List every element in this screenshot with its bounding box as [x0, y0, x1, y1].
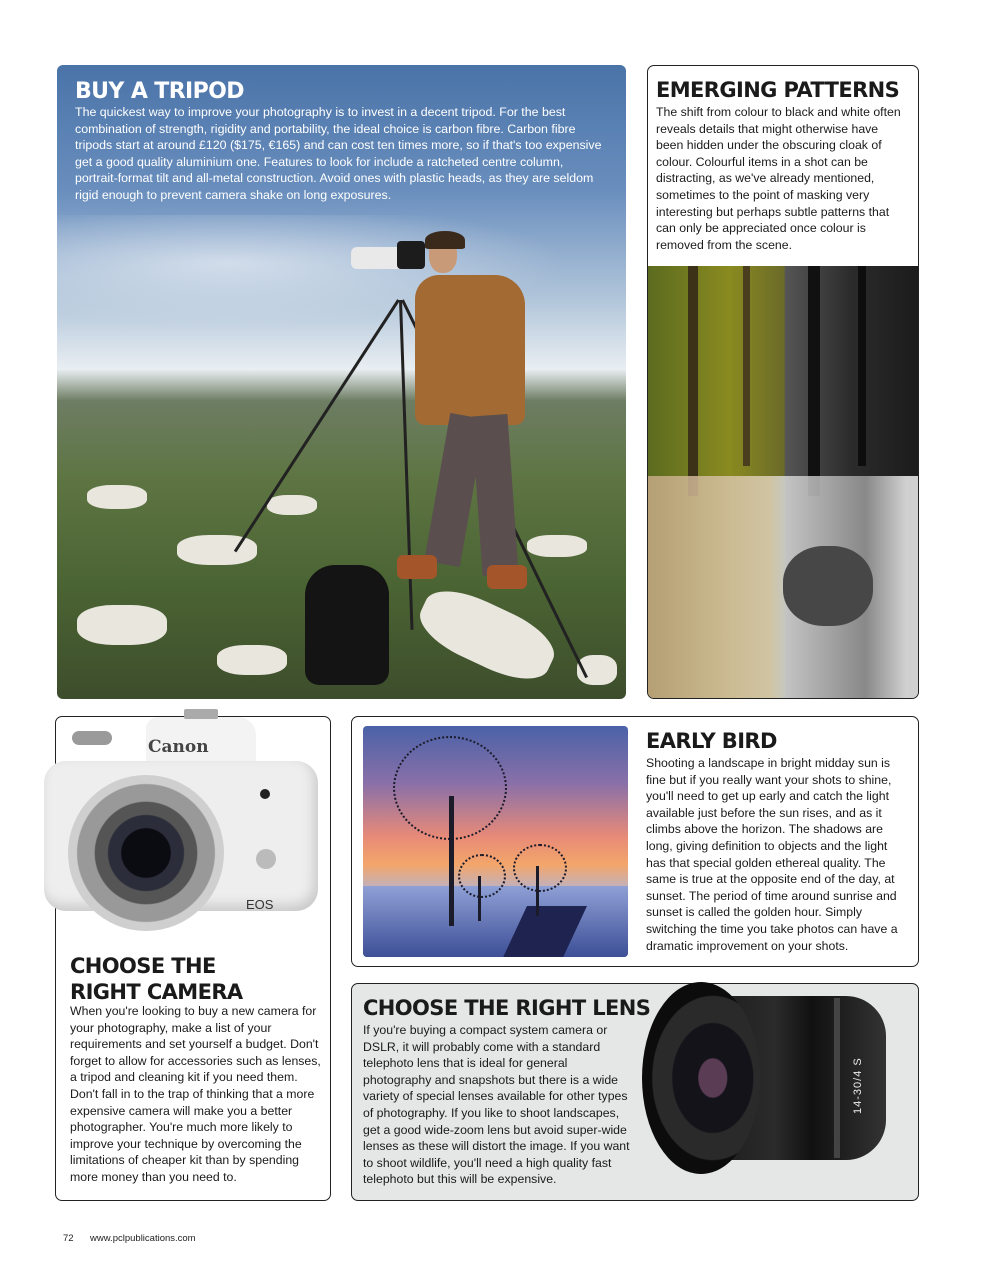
footer-url[interactable]: www.pclpublications.com — [90, 1233, 196, 1244]
camera-model-logo: EOS — [246, 897, 274, 912]
early-bird-panel — [351, 716, 919, 967]
lens-panel — [351, 983, 919, 1201]
lens-body: If you're buying a compact system camera or DSLR, it will probably come with a standard telephoto lens that is ideal for general photography and snapshots but there is a wide variety of special lenses available for other types of photography. If you like to shoot landscapes, get a good wide-zoom lens but avoid super-wide lenses as these will distort the image. If you want to shoot wildlife, you'll need a high quality fast telephoto but this will be expensive. — [363, 1023, 630, 1187]
camera-brand-logo: Canon — [148, 737, 209, 757]
patterns-panel — [647, 65, 919, 699]
lens-image — [642, 974, 892, 1184]
tripod-panel — [57, 65, 626, 699]
camera-lens — [68, 775, 224, 931]
tripod-body: The quickest way to improve your photography is to invest in a decent tripod. For the best combination of strength, rigidity and portability, the ideal choice is carbon fibre. Carbon fibre tripods start at around £120 ($175, €165) and can cost ten times more, so if that's too expensive get a good quality aluminium one. Features to look for include a ratcheted centre column, portrait-format tilt and all-metal construction. Avoid ones with plastic heads, as they are seldom rigid enough to prevent camera shake on long exposures. — [75, 105, 602, 202]
camera-image — [56, 709, 332, 939]
camera-heading: CHOOSE THE RIGHT CAMERA — [70, 954, 243, 1004]
early-bird-heading: EARLY BIRD — [646, 729, 777, 753]
tripod-heading: BUY A TRIPOD — [75, 79, 244, 104]
page-number: 72 — [63, 1233, 74, 1244]
early-bird-photo — [363, 726, 628, 957]
lens-marking: 14-30/4 S — [852, 1057, 864, 1114]
patterns-photo — [648, 266, 919, 699]
camera-panel — [55, 716, 331, 1201]
patterns-body: The shift from colour to black and white often reveals details that might otherwise have been hidden under the obscuring cloak of colour. Colourful items in a shot can be distracting, as we've already mentioned, sometimes to the point of masking very interesting but perhaps subtle patterns that can only be appreciated once colour is removed from the scene. — [656, 105, 901, 252]
patterns-heading: EMERGING PATTERNS — [656, 78, 900, 102]
early-bird-body: Shooting a landscape in bright midday sun is fine but if you really want your shots to shine, you'll need to get up early and catch the light available just before the sun rises, and as it climbs above the horizon. The shadows are long, giving definition to objects and the light has that special golden ethereal quality. The same is true at the opposite end of the day, at sunset. The period of time around sunrise and sunset is called the golden hour. Simply switching the time you take photos can have a dramatic improvement on your shots. — [646, 756, 898, 953]
camera-body: When you're looking to buy a new camera for your photography, make a list of your requirements and set yourself a budget. Don't forget to allow for accessories such as lenses, a tripod and cleaning kit if you need them. Don't fall in to the trap of thinking that a more expensive camera will make you a better photographer. You're much more likely to improve your technique by overcoming the limitations of cheaper kit than by spending more money than you need to. — [70, 1004, 321, 1184]
lens-heading: CHOOSE THE RIGHT LENS — [363, 996, 651, 1020]
